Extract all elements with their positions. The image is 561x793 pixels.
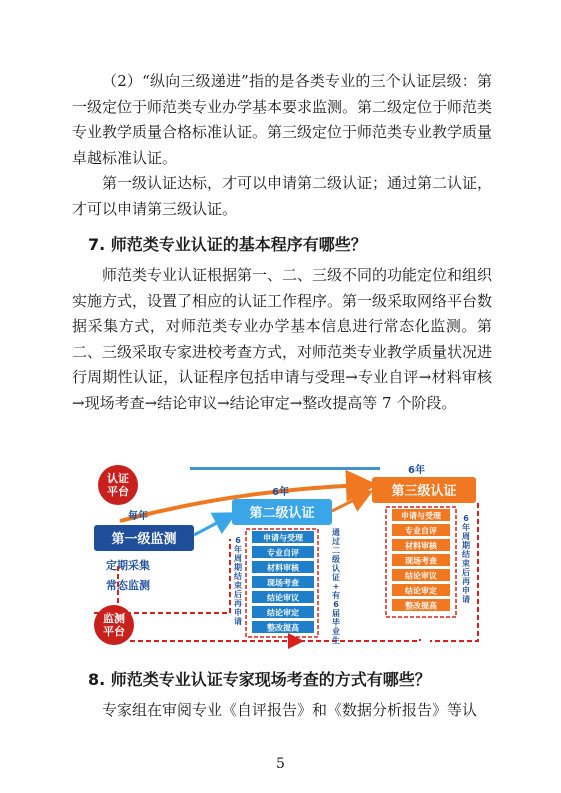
- paragraph-levels: （2）“纵向三级递进”指的是各类专业的三个认证层级：第一级定位于师范类专业办学基本要求监测。第二级定位于师范类专业教学质量合格标准认证。第三级定位于师范类专业教学质量卓越标准认证。: [72, 72, 493, 167]
- level3-cycle-char: 6: [463, 514, 469, 523]
- level2-cycle-char: 束: [234, 581, 242, 590]
- every-year-label: 每年: [128, 511, 148, 522]
- level2-label: 第二级认证: [249, 506, 315, 521]
- paragraph-procedure: 师范类专业认证根据第一、二、三级不同的功能定位和组织实施方式，设置了相应的认证工作程序。第一级采取网络平台数据采集方式，对师范类专业办学基本信息进行常态化监测。第二、三级采取专家进校考查方式，对师范类专业教学质量状况进行周期性认证，认证程序包括申请与受理→专业自评→材料审核→现场考查→结论审议→结论审定→整改提高等 7 个阶段。: [72, 266, 493, 412]
- pass-char: 有: [332, 591, 340, 600]
- level3-period: 6年: [408, 465, 425, 476]
- pass-char: 二: [332, 546, 340, 555]
- level2-cycle-text: [234, 536, 242, 626]
- monitor-platform-badge: [94, 605, 134, 645]
- level1-item-monitor: 常态监测: [106, 579, 150, 592]
- pass-char: 业: [332, 627, 340, 636]
- heading-question-8: 8. 师范类专业认证专家现场考查的方式有哪些？: [88, 670, 431, 689]
- pass-char: 过: [332, 537, 340, 546]
- level3-cycle-text: [462, 514, 470, 604]
- level1-item-collect: 定期采集: [106, 559, 150, 572]
- level3-cycle-char: 期: [462, 541, 470, 550]
- certification-flow-diagram: [90, 463, 490, 659]
- level2-cycle-char: 年: [234, 545, 242, 554]
- level2-step-6: 结论审定: [267, 608, 299, 618]
- level2-cycle-char: 期: [234, 563, 242, 572]
- level3-cycle-char: 周: [462, 532, 470, 541]
- pass-char: 级: [332, 555, 340, 564]
- level1-label: 第一级监测: [111, 532, 177, 547]
- level2-step-2: 专业自评: [267, 548, 299, 558]
- level3-label: 第三级认证: [391, 484, 457, 499]
- level2-step-1: 申请与受理: [263, 533, 303, 543]
- level2-step-5: 结论审议: [267, 593, 299, 603]
- paragraph-site-review: 专家组在审阅专业《自评报告》和《数据分析报告》等认: [102, 701, 478, 719]
- level2-cycle-char: 请: [234, 617, 242, 626]
- level3-cycle-char: 结: [462, 550, 470, 559]
- level2-step-7: 整改提高: [267, 623, 299, 633]
- level2-cycle-char: 后: [234, 590, 242, 599]
- level3-steps: [392, 509, 450, 611]
- level3-cycle-char: 后: [462, 568, 470, 577]
- level2-cycle-char: 申: [234, 608, 242, 617]
- level3-cycle-char: 年: [462, 523, 470, 532]
- level2-cycle-char: 6: [235, 536, 241, 545]
- level2-step-4: 现场考查: [267, 578, 299, 588]
- auth-platform-line2: 平台: [107, 485, 129, 498]
- level3-step-3: 材料审核: [405, 541, 437, 551]
- level3-cycle-char: 请: [462, 595, 470, 604]
- level3-cycle-char: 束: [462, 559, 470, 568]
- pass-condition-text: [331, 527, 340, 645]
- pass-char: 6: [333, 600, 339, 609]
- level2-period: 6年: [272, 487, 289, 498]
- pass-char: 生: [332, 636, 340, 645]
- paragraph-prerequisite: 第一级认证达标，才可以申请第二级认证；通过第二认证，才可以申请第三级认证。: [72, 174, 493, 218]
- pass-char: 通: [332, 528, 340, 537]
- level2-cycle-char: 结: [234, 572, 242, 581]
- heading-question-7: 7. 师范类专业认证的基本程序有哪些？: [88, 235, 367, 254]
- page-number: 5: [276, 756, 285, 772]
- pass-char: 证: [332, 573, 340, 582]
- monitor-platform-line1: 监测: [103, 612, 125, 625]
- pass-char: 认: [332, 564, 340, 573]
- pass-char: 届: [332, 609, 340, 618]
- pass-char: +: [332, 582, 340, 591]
- auth-platform-badge: [98, 465, 138, 505]
- level3-cycle-char: 申: [462, 586, 470, 595]
- pass-char: 毕: [332, 618, 340, 627]
- auth-platform-line1: 认证: [107, 472, 129, 485]
- level2-steps: [252, 531, 314, 633]
- level3-step-5: 结论审议: [405, 571, 437, 581]
- level2-cycle-char: 周: [234, 554, 242, 563]
- monitor-platform-line2: 平台: [103, 625, 125, 638]
- level3-step-2: 专业自评: [405, 526, 437, 536]
- level3-step-1: 申请与受理: [401, 511, 441, 521]
- level3-step-4: 现场考查: [405, 556, 437, 566]
- level2-cycle-char: 再: [234, 599, 242, 608]
- level3-step-6: 结论审定: [405, 586, 437, 596]
- level3-step-7: 整改提高: [405, 601, 437, 611]
- level3-cycle-char: 再: [462, 577, 470, 586]
- level2-step-3: 材料审核: [267, 563, 299, 573]
